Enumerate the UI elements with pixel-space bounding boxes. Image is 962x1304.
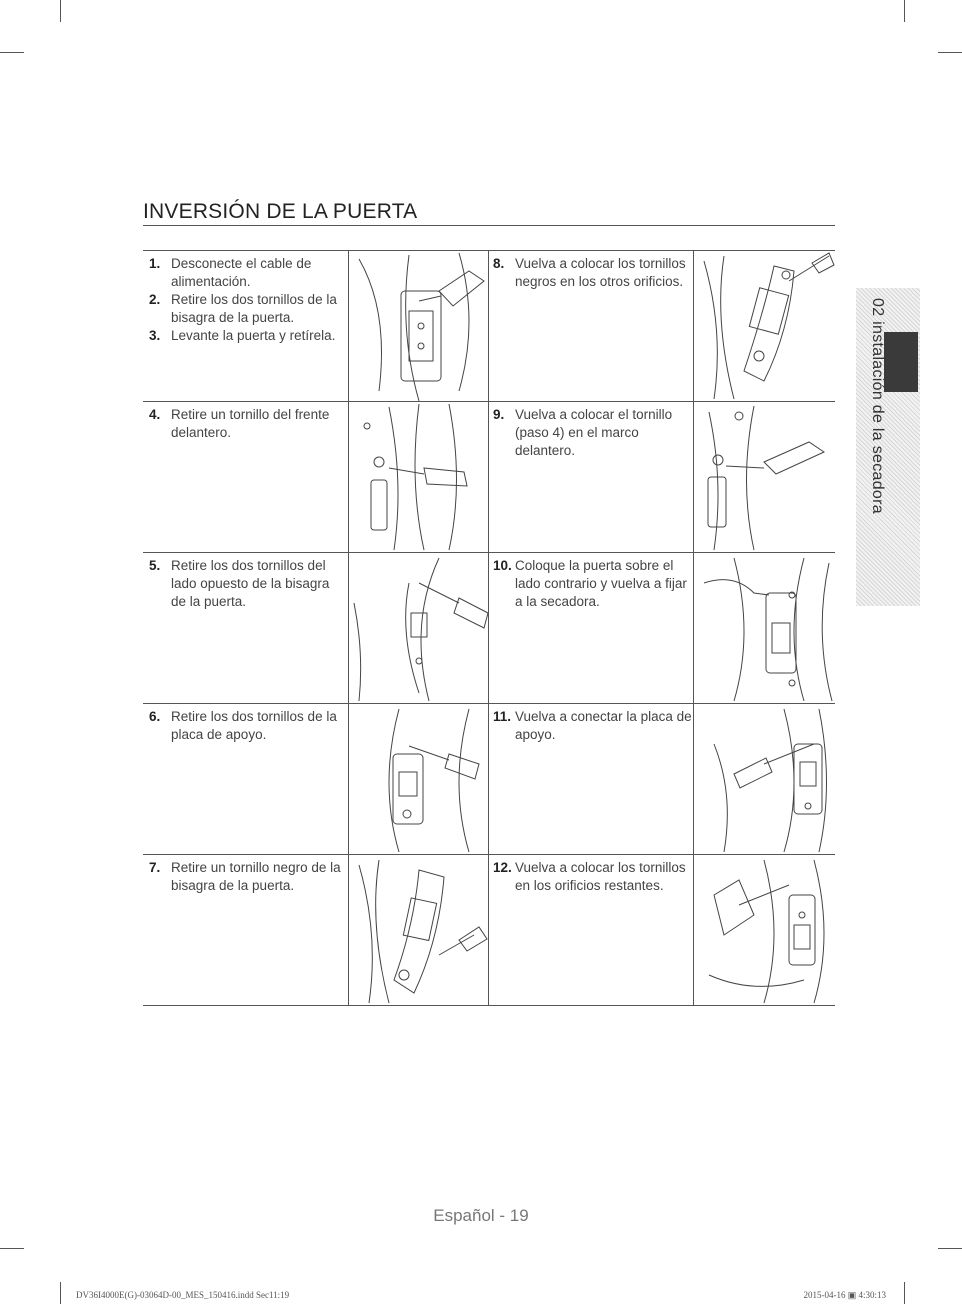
steps-cell-right [493, 708, 693, 744]
crop-mark [0, 1248, 24, 1249]
column-divider [488, 402, 489, 552]
step [149, 255, 345, 291]
step-text: Retire los dos tornillos de la placa de apoyo. [171, 709, 337, 742]
step-text: Levante la puerta y retírela. [171, 328, 336, 343]
step [493, 255, 693, 291]
remaining-screws-illustration [694, 855, 835, 1005]
step-text: Retire los dos tornillos del lado opuesto de la bisagra de la puerta. [171, 558, 330, 609]
steps-row [143, 401, 835, 552]
steps-cell-left [149, 406, 345, 442]
step-text: Retire un tornillo del frente delantero. [171, 407, 330, 440]
steps-row [143, 854, 835, 1006]
crop-mark [904, 0, 905, 22]
hinge-reinstall-illustration [694, 251, 835, 401]
column-divider [488, 855, 489, 1005]
step [493, 859, 693, 895]
step [493, 708, 693, 744]
step-text: Vuelva a colocar los tornillos negros en los otros orificios. [515, 256, 686, 289]
steps-cell-right [493, 406, 693, 460]
door-reattach-illustration [694, 553, 835, 703]
step-text: Vuelva a colocar el tornillo (paso 4) en el marco delantero. [515, 407, 673, 458]
step-number: 10. [493, 558, 512, 573]
crop-mark [60, 0, 61, 22]
hinge-screws-illustration [349, 251, 488, 401]
black-hinge-screw-illustration [349, 855, 488, 1005]
page-number: Español - 19 [433, 1206, 529, 1225]
step-number: 5. [149, 558, 161, 573]
step-text: Retire un tornillo negro de la bisagra de la puerta. [171, 860, 341, 893]
step-text: Vuelva a colocar los tornillos en los orificios restantes. [515, 860, 686, 893]
section-tab-marker [884, 332, 918, 392]
step-number: 8. [493, 256, 505, 271]
front-screw-illustration [349, 402, 488, 552]
step-number: 3. [149, 328, 161, 343]
front-screw-reinstall-illustration [694, 402, 835, 552]
step [149, 557, 345, 611]
section-tab [856, 288, 920, 606]
column-divider [488, 251, 489, 401]
step-number: 1. [149, 256, 161, 271]
imprint-file: DV36I4000E(G)-03064D-00_MES_150416.indd Sec11:19 [76, 1290, 290, 1300]
step-number: 7. [149, 860, 161, 875]
steps-cell-left [149, 708, 345, 744]
imprint-timestamp: 2015-04-16 ▣ 4:30:13 [803, 1290, 886, 1300]
step-text: Vuelva a conectar la placa de apoyo. [515, 709, 692, 742]
crop-mark [904, 1282, 905, 1304]
step-text: Coloque la puerta sobre el lado contrario y vuelva a fijar a la secadora. [515, 558, 687, 609]
crop-mark [0, 52, 24, 53]
steps-cell-right [493, 859, 693, 895]
column-divider [488, 704, 489, 854]
crop-mark [938, 52, 962, 53]
step [149, 859, 345, 895]
step-text: Retire los dos tornillos de la bisagra de la puerta. [171, 292, 337, 325]
steps-cell-left [149, 255, 345, 345]
step [493, 557, 693, 611]
step-number: 4. [149, 407, 161, 422]
page-title: INVERSIÓN DE LA PUERTA [143, 200, 418, 223]
steps-cell-right [493, 255, 693, 291]
steps-cell-right [493, 557, 693, 611]
opposite-hinge-illustration [349, 553, 488, 703]
section-tab-label: 02 instalación de la secadora [869, 298, 886, 514]
steps-cell-left [149, 859, 345, 895]
title-divider [143, 225, 835, 226]
step [149, 406, 345, 442]
steps-row [143, 250, 835, 401]
step [149, 291, 345, 327]
support-plate-illustration [349, 704, 488, 854]
column-divider [488, 553, 489, 703]
step [493, 406, 693, 460]
step-text: Desconecte el cable de alimentación. [171, 256, 312, 289]
step-number: 2. [149, 292, 161, 307]
steps-table [143, 250, 835, 1006]
step [149, 327, 345, 345]
step-number: 9. [493, 407, 505, 422]
steps-cell-left [149, 557, 345, 611]
step [149, 708, 345, 744]
step-number: 6. [149, 709, 161, 724]
support-plate-reconnect-illustration [694, 704, 835, 854]
crop-mark [938, 1248, 962, 1249]
step-number: 12. [493, 860, 512, 875]
step-number: 11. [493, 709, 512, 724]
steps-row [143, 703, 835, 854]
crop-mark [60, 1282, 61, 1304]
steps-row [143, 552, 835, 703]
